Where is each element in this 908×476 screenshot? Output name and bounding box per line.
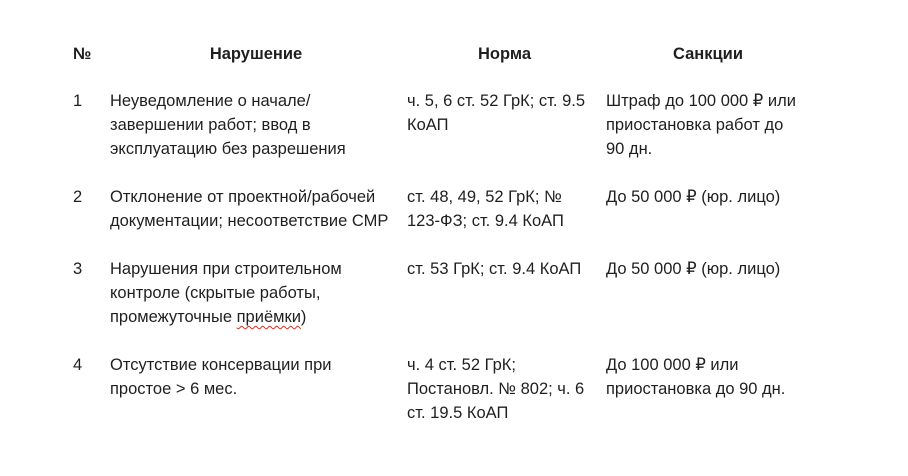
spellcheck-flagged-word[interactable]: приёмки [236, 308, 301, 326]
row-norm: ст. 53 ГрК; ст. 9.4 КоАП [407, 260, 582, 278]
header-number: № [73, 45, 92, 63]
row-sanction: Штраф до 100 000 ₽ или приостановка работ до 90 дн. [606, 92, 796, 158]
table-row [66, 348, 812, 444]
row-sanction: До 50 000 ₽ (юр. лицо) [606, 188, 781, 206]
row-sanction: До 100 000 ₽ или приостановка до 90 дн. [606, 356, 786, 398]
row-norm: ст. 48, 49, 52 ГрК; № 123-ФЗ; ст. 9.4 КоАП [407, 188, 564, 230]
violation-text: Нарушения при строительном контроле (скрытые работы, промежуточные [110, 260, 342, 326]
row-violation: Отсутствие консервации при простое > 6 мес. [110, 356, 332, 398]
row-violation: Неуведомление о начале/завершении работ; ввод в эксплуатацию без разрешения [110, 92, 346, 158]
header-violation: Нарушение [209, 45, 303, 63]
row-sanction: До 50 000 ₽ (юр. лицо) [606, 260, 781, 278]
row-number: 3 [73, 260, 83, 278]
row-norm: ч. 5, 6 ст. 52 ГрК; ст. 9.5 КоАП [407, 92, 586, 134]
row-number: 1 [73, 92, 83, 110]
header-sanctions: Санкции [673, 45, 743, 63]
row-violation: Отклонение от проектной/рабочей документации; несоответствие СМР [110, 188, 389, 230]
table-header-row [66, 30, 812, 84]
table-row [66, 252, 812, 348]
row-norm: ч. 4 ст. 52 ГрК; Постановл. № 802; ч. 6 ст. 19.5 КоАП [407, 356, 585, 422]
violation-text-end: ) [300, 308, 307, 326]
row-number: 4 [73, 356, 83, 374]
table-row [66, 180, 812, 252]
row-violation [107, 252, 405, 348]
row-number: 2 [73, 188, 83, 206]
header-norm: Норма [477, 45, 532, 63]
table-row [66, 84, 812, 180]
violations-table [66, 30, 812, 444]
